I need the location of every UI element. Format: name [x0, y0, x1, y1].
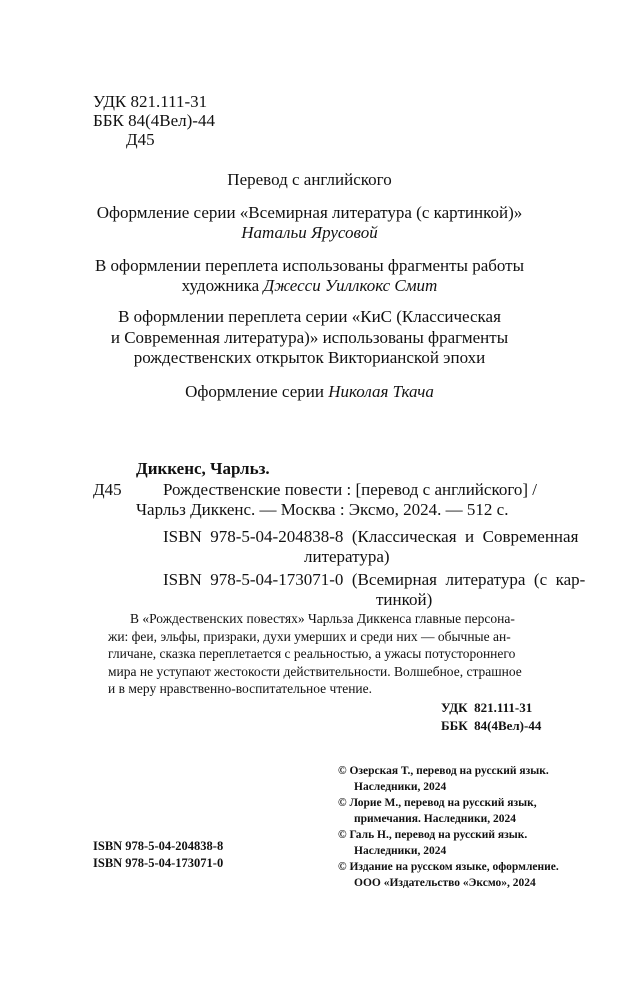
footer-isbn: ISBN 978-5-04-204838-8 [93, 839, 224, 853]
annotation-line: и в меру нравственно-воспитательное чтение. [108, 681, 373, 696]
cover-fragments-1: В оформлении переплета использованы фрагменты работы [94, 256, 525, 275]
title-line2: Чарльз Диккенс. — Москва : Эксмо, 2024. — 512 с. [136, 500, 509, 519]
cover-fragments-2-line1: В оформлении переплета серии «КиС (Классическая [118, 307, 501, 326]
copyright-line: примечания. Наследники, 2024 [354, 813, 517, 825]
footer-isbns [93, 838, 223, 872]
series-design-2-prefix: Оформление серии [185, 382, 329, 401]
artist-name: Джесси Уиллкокс Смит [263, 276, 438, 295]
copyright-line: Наследники, 2024 [354, 845, 447, 857]
copyright-line: © Озерская Т., перевод на русский язык. [338, 765, 549, 777]
copyright-line: © Лорие М., перевод на русский язык, [338, 797, 537, 809]
annotation [108, 610, 522, 698]
annotation-line: гличане, сказка переплетается с реальностью, а ужасы потустороннего [108, 646, 516, 661]
series-design-2 [0, 381, 619, 403]
isbn2-line1: ISBN 978-5-04-173071-0 (Всемирная литература (с кар- [163, 570, 586, 589]
series-design-1: Оформление серии «Всемирная литература (с картинкой)» [96, 203, 523, 222]
cover-fragments-1-artist-line [0, 275, 619, 297]
translation-note: Перевод с английского [227, 170, 392, 189]
series-design-1-author: Натальи Ярусовой [241, 223, 378, 242]
artist-prefix: художника [181, 276, 264, 295]
annotation-line: В «Рождественских повестях» Чарльза Диккенса главные персона- [130, 611, 515, 626]
bbk-right: ББК 84(4Вел)-44 [441, 718, 542, 733]
isbn1-line1: ISBN 978-5-04-204838-8 (Классическая и Современная [163, 527, 579, 546]
annotation-line: жи: феи, эльфы, призраки, духи умерших и среди них — обычные ан- [108, 628, 511, 644]
isbn2-line2: тинкой) [376, 590, 433, 609]
copyright-line: Наследники, 2024 [354, 781, 447, 793]
author-heading: Диккенс, Чарльз. [136, 459, 270, 478]
annotation-line: мира не уступают жестокости действительности. Волшебное, страшное [108, 663, 522, 679]
cover-fragments-2-line2: и Современная литература)» использованы фрагменты [110, 328, 509, 347]
copyright-line: © Издание на русском языке, оформление. [338, 861, 559, 873]
author-mark: Д45 [93, 480, 122, 499]
udk-top: УДК 821.111-31 [93, 92, 208, 111]
copyright-block [338, 763, 559, 891]
author-mark-top: Д45 [126, 130, 155, 149]
cover-fragments-2-line3: рождественских открыток Викторианской эпохи [133, 348, 486, 367]
title-line1: Рождественские повести : [перевод с английского] / [163, 480, 538, 499]
footer-isbn: ISBN 978-5-04-173071-0 [93, 856, 224, 870]
copyright-line: ООО «Издательство «Эксмо», 2024 [354, 877, 536, 889]
series-design-2-author: Николая Ткача [328, 382, 434, 401]
udk-right: УДК 821.111-31 [441, 700, 533, 715]
isbn1-line2: литература) [304, 547, 390, 566]
copyright-line: © Галь Н., перевод на русский язык. [338, 829, 528, 841]
bbk-top: ББК 84(4Вел)-44 [93, 111, 215, 130]
